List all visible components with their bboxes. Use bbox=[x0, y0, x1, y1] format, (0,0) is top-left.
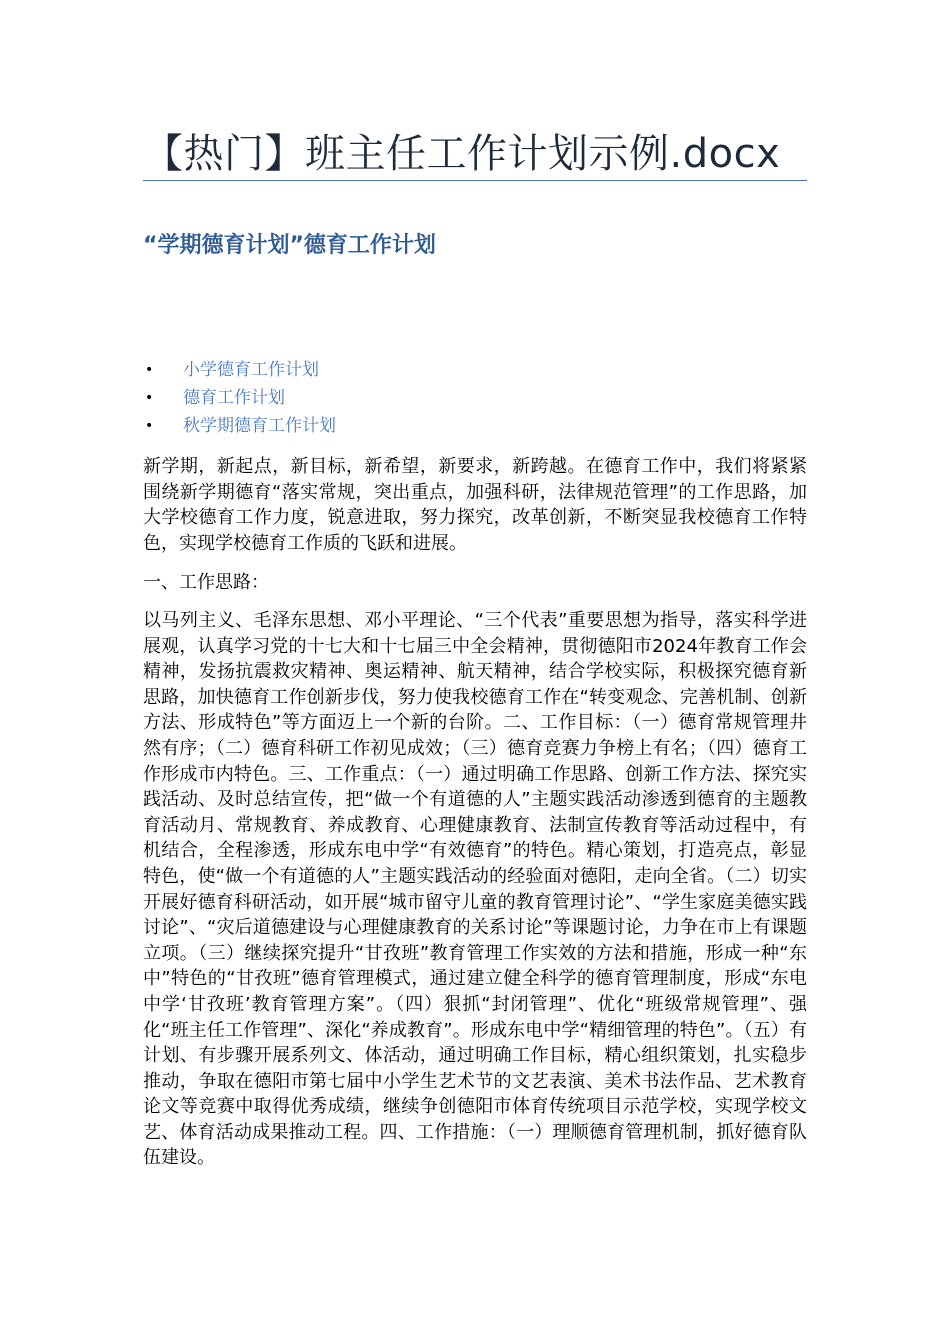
document-title: 【热门】班主任工作计划示例.docx bbox=[143, 131, 781, 177]
title-underline bbox=[143, 180, 807, 181]
bullet-icon: • bbox=[145, 390, 154, 406]
section-heading-work-ideas: 一、工作思路： bbox=[143, 572, 269, 593]
bullet-icon: • bbox=[145, 418, 154, 434]
related-link-autumn-term[interactable]: 秋学期德育工作计划 bbox=[183, 416, 336, 436]
document-subtitle: “学期德育计划”德育工作计划 bbox=[143, 233, 436, 258]
related-link-moral-plan[interactable]: 德育工作计划 bbox=[183, 388, 285, 408]
intro-paragraph: 新学期，新起点，新目标，新希望，新要求，新跨越。在德育工作中，我们将紧紧围绕新学期德育“落实常规，突出重点，加强科研，法律规范管理”的工作思路，加大学校德育工作力度，锐意进取，努力探究，改革创新，不断突显我校德育工作特色，实现学校德育工作质的飞跃和进展。 bbox=[143, 456, 807, 554]
related-link-primary-school[interactable]: 小学德育工作计划 bbox=[183, 360, 319, 380]
main-body-paragraph: 以马列主义、毛泽东思想、邓小平理论、“三个代表”重要思想为指导，落实科学进展观，认真学习党的十七大和十七届三中全会精神，贯彻德阳市2024年教育工作会精神，发扬抗震救灾精神、奥运精神、航天精神，结合学校实际，积极探究德育新思路，加快德育工作创新步伐，努力使我校德育工作在“转变观念、完善机制、创新方法、形成特色”等方面迈上一个新的台阶。二、工作目标：（一）德育常规管理井然有序；（二）德育科研工作初见成效；（三）德育竞赛力争榜上有名；（四）德育工作形成市内特色。三、工作重点：（一）通过明确工作思路、创新工作方法、探究实践活动、及时总结宣传，把“做一个有道德的人”主题实践活动渗透到德育的主题教育活动月、常规教育、养成教育、心理健康教育、法制宣传教育等活动过程中，有机结合，全程渗透，形成东电中学“有效德育”的特色。精心策划，打造亮点，彰显特色，使“做一个有道德的人”主题实践活动的经验面对德阳，走向全省。（二）切实开展好德育科研活动，如开展“城市留守儿童的教育管理讨论”、“学生家庭美德实践讨论”、“灾后道德建设与心理健康教育的关系讨论”等课题讨论，力争在市上有课题立项。（三）继续探究提升“甘孜班”教育管理工作实效的方法和措施，形成一种“东中”特色的“甘孜班”德育管理模式，通过建立健全科学的德育管理制度，形成“东电中学‘甘孜班’教育管理方案”。（四）狠抓“封闭管理”、优化“班级常规管理”、强化“班主任工作管理”、深化“养成教育”。形成东电中学“精细管理的特色”。（五）有计划、有步骤开展系列文、体活动，通过明确工作目标，精心组织策划，扎实稳步推动，争取在德阳市第七届中小学生艺术节的文艺表演、美术书法作品、艺术教育论文等竞赛中取得优秀成绩，继续争创德阳市体育传统项目示范学校，实现学校文艺、体育活动成果推动工程。四、工作措施：（一）理顺德育管理机制，抓好德育队伍建设。 bbox=[143, 610, 807, 1169]
bullet-icon: • bbox=[145, 362, 154, 378]
